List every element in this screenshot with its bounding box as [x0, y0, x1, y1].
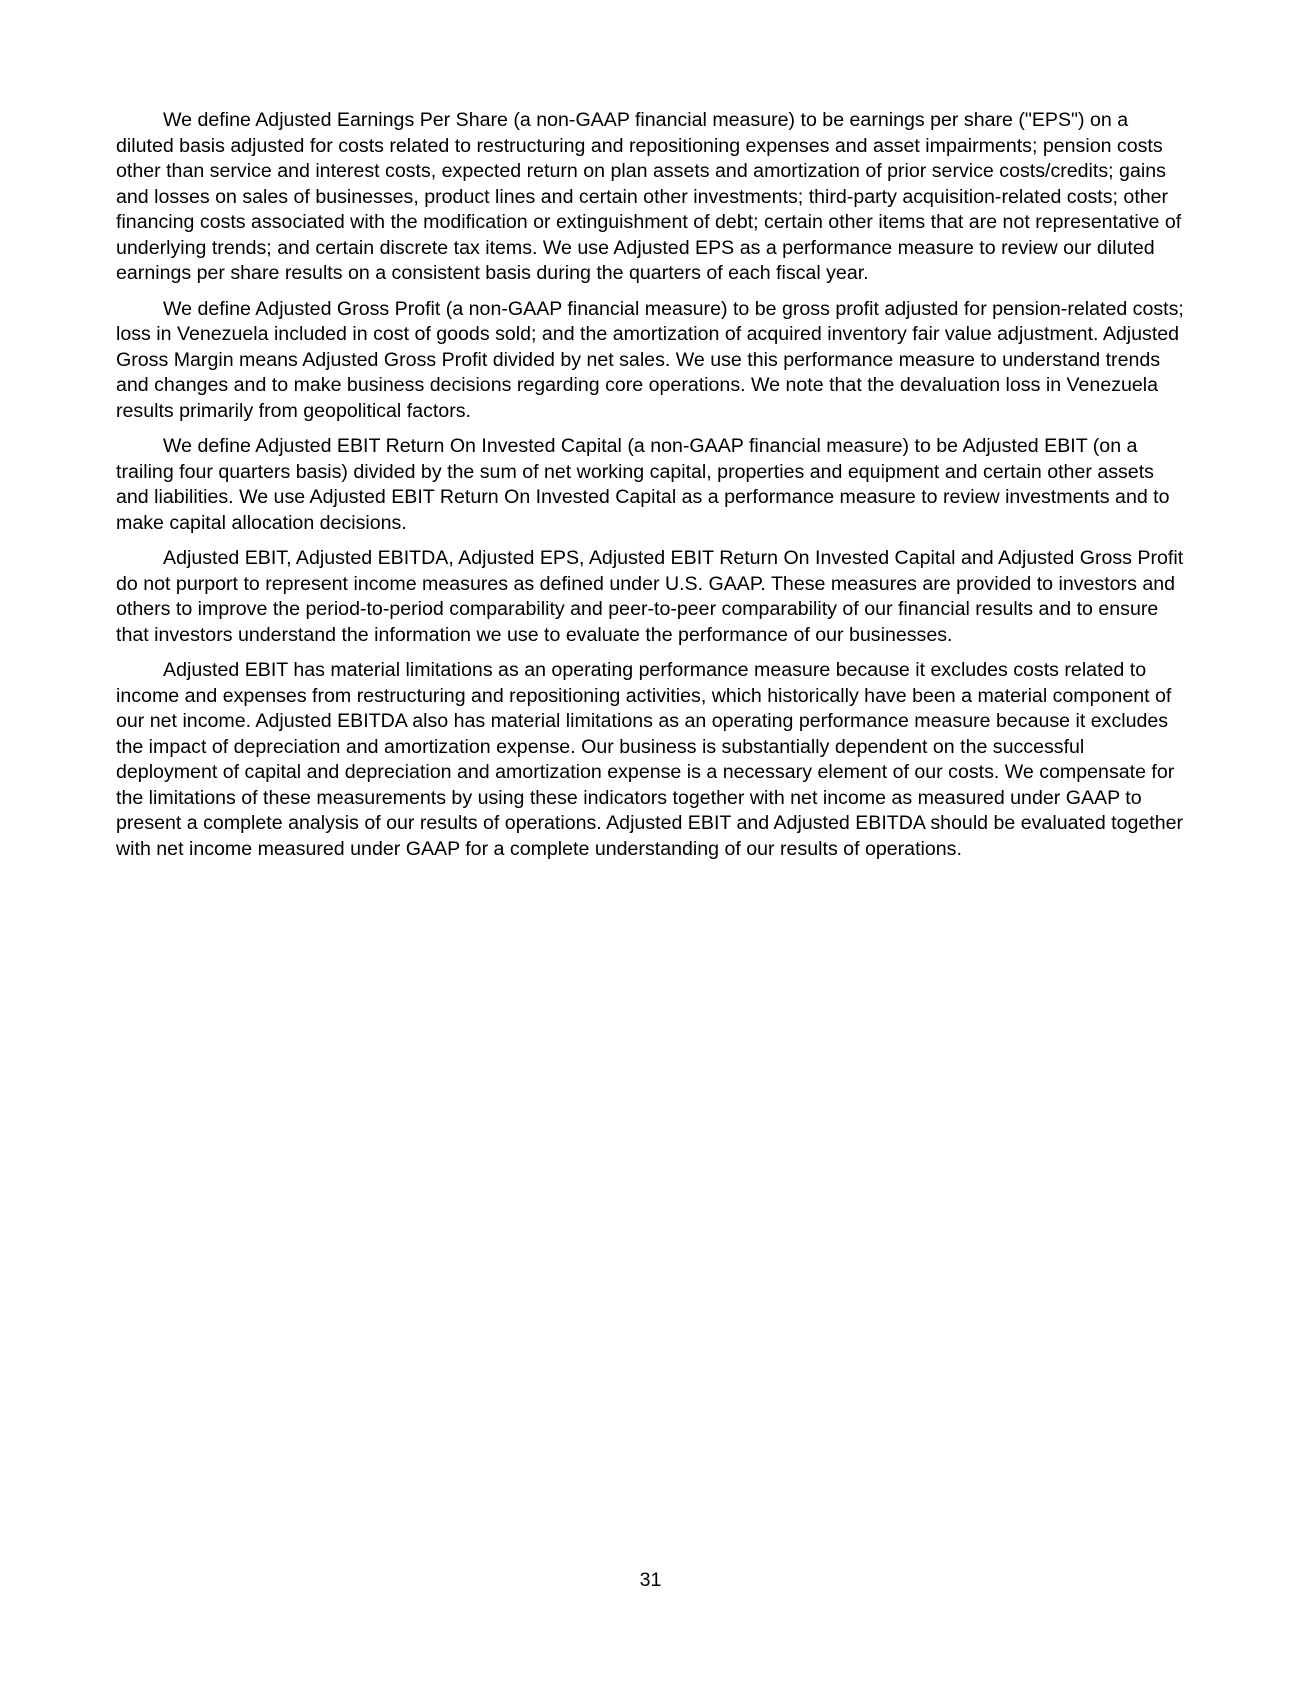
paragraph-adjusted-ebit-roic: We define Adjusted EBIT Return On Invested Capital (a non-GAAP financial measure) to be Adjusted EBIT (on a trailing four quarters basis) divided by the sum of net working capital, properties and equipment and certain other assets and liabilities. We use Adjusted EBIT Return On Invested Capital as a performance measure to review investments and to make capital allocation decisions. — [116, 435, 1170, 534]
document-body — [116, 108, 1188, 872]
paragraph-adjusted-eps: We define Adjusted Earnings Per Share (a non-GAAP financial measure) to be earnings per share ("EPS") on a diluted basis adjusted for costs related to restructuring and repositioning expenses and asset impairments; pension costs other than service and interest costs, expected return on plan assets and amortization of prior service costs/credits; gains and losses on sales of businesses, product lines and certain other investments; third-party acquisition-related costs; other financing costs associated with the modification or extinguishment of debt; certain other items that are not representative of underlying trends; and certain discrete tax items. We use Adjusted EPS as a performance measure to review our diluted earnings per share results on a consistent basis during the quarters of each fiscal year. — [116, 109, 1182, 284]
paragraph-non-gaap-disclaimer: Adjusted EBIT, Adjusted EBITDA, Adjusted EPS, Adjusted EBIT Return On Invested Capital and Adjusted Gross Profit do not purport to represent income measures as defined under U.S. GAAP. These measures are provided to investors and others to improve the period-to-period comparability and peer-to-peer comparability of our financial results and to ensure that investors understand the information we use to evaluate the performance of our businesses. — [116, 547, 1184, 646]
page-number: 31 — [639, 1569, 662, 1591]
paragraph-adjusted-gross-profit: We define Adjusted Gross Profit (a non-GAAP financial measure) to be gross profit adjusted for pension-related costs; loss in Venezuela included in cost of goods sold; and the amortization of acquired inventory fair value adjustment. Adjusted Gross Margin means Adjusted Gross Profit divided by net sales. We use this performance measure to understand trends and changes and to make business decisions regarding core operations. We note that the devaluation loss in Venezuela results primarily from geopolitical factors. — [116, 297, 1184, 422]
paragraph-ebit-limitations: Adjusted EBIT has material limitations as an operating performance measure because it excludes costs related to income and expenses from restructuring and repositioning activities, which historically have been a material component of our net income. Adjusted EBITDA also has material limitations as an operating performance measure because it excludes the impact of depreciation and amortization expense. Our business is substantially dependent on the successful deployment of capital and depreciation and amortization expense is a necessary element of our costs. We compensate for the limitations of these measurements by using these indicators together with net income as measured under GAAP to present a complete analysis of our results of operations. Adjusted EBIT and Adjusted EBITDA should be evaluated together with net income measured under GAAP for a complete understanding of our results of operations. — [116, 659, 1184, 860]
